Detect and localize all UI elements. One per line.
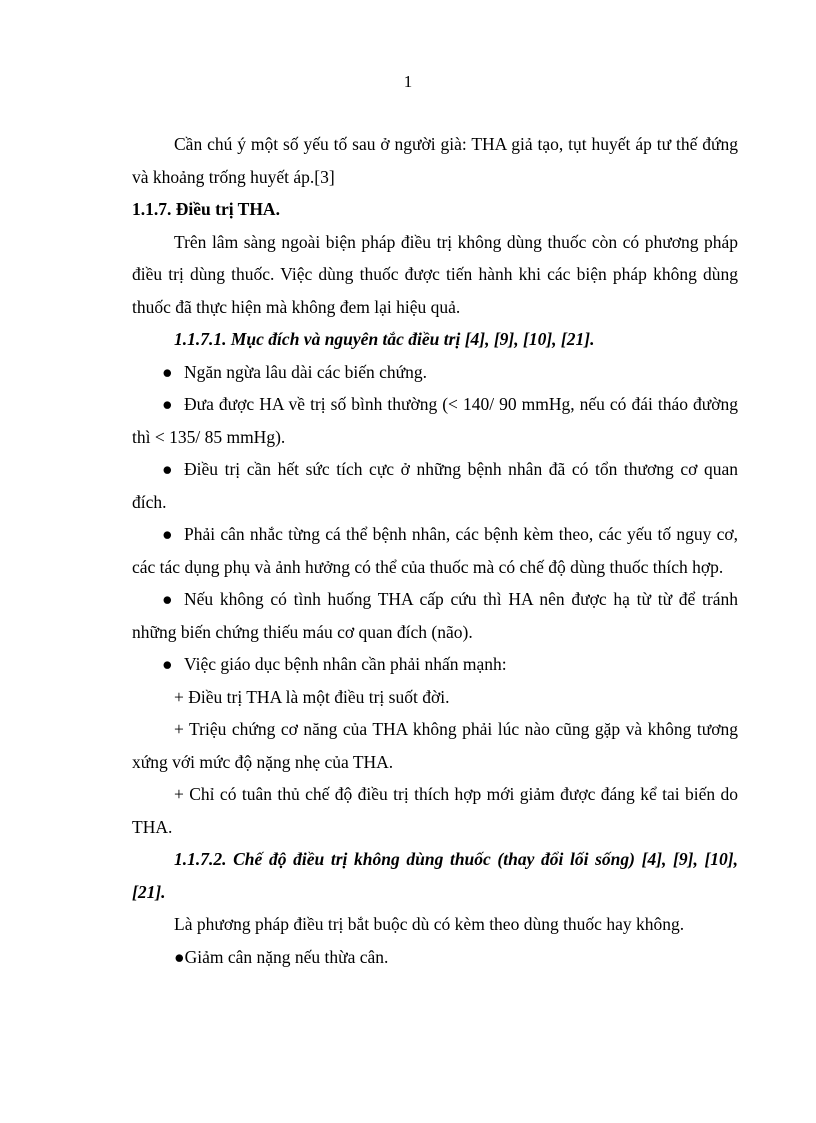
bullet-item-2	[132, 388, 738, 453]
bullet-item-5	[132, 583, 738, 648]
plus-item-2: + Triệu chứng cơ năng của THA không phải lúc nào cũng gặp và không tương xứng với mức độ nặng nhẹ của THA.	[132, 719, 738, 772]
bullet-item-7	[132, 941, 738, 974]
intro-paragraph: Cần chú ý một số yếu tố sau ở người già: THA giả tạo, tụt huyết áp tư thế đứng và khoảng trống huyết áp.[3]	[132, 134, 738, 187]
bullet-icon: ●	[162, 589, 173, 609]
non-drug-intro-paragraph: Là phương pháp điều trị bắt buộc dù có kèm theo dùng thuốc hay không.	[174, 914, 685, 934]
bullet-icon: ●	[162, 459, 173, 479]
bullet-text: Ngăn ngừa lâu dài các biến chứng.	[184, 361, 427, 382]
section-heading-1-1-7-2: 1.1.7.2. Chế độ điều trị không dùng thuốc (thay đổi lối sống) [4], [9], [10], [21].	[132, 849, 738, 902]
bullet-item-6	[132, 648, 738, 681]
bullet-item-4	[132, 518, 738, 583]
bullet-text: Phải cân nhắc từng cá thể bệnh nhân, các bệnh kèm theo, các yếu tố nguy cơ, các tác dụng phụ và ảnh hưởng có thể của thuốc mà có chế độ dùng thuốc thích hợp.	[132, 524, 738, 577]
page-number: 1	[403, 72, 413, 91]
bullet-text: Giảm cân nặng nếu thừa cân.	[184, 946, 389, 967]
bullet-icon: ●	[174, 946, 185, 967]
bullet-text: Việc giáo dục bệnh nhân cần phải nhấn mạnh:	[184, 654, 507, 674]
bullet-text: Điều trị cần hết sức tích cực ở những bệnh nhân đã có tổn thương cơ quan đích.	[132, 459, 738, 512]
bullet-icon: ●	[162, 361, 173, 382]
bullet-item-1	[132, 356, 738, 389]
document-body	[132, 128, 738, 973]
section-heading-1-1-7-1: 1.1.7.1. Mục đích và nguyên tắc điều trị [4], [9], [10], [21].	[174, 329, 595, 349]
section-heading-1-1-7: 1.1.7. Điều trị THA.	[132, 199, 280, 219]
bullet-icon: ●	[162, 524, 173, 544]
bullet-item-3	[132, 453, 738, 518]
plus-item-1: + Điều trị THA là một điều trị suốt đời.	[174, 686, 450, 707]
treatment-intro-paragraph: Trên lâm sàng ngoài biện pháp điều trị không dùng thuốc còn có phương pháp điều trị dùng thuốc. Việc dùng thuốc được tiến hành khi các biện pháp không dùng thuốc đã thực hiện mà không đem lại hiệu quả.	[132, 231, 738, 317]
plus-item-3: + Chỉ có tuân thủ chế độ điều trị thích hợp mới giảm được đáng kể tai biến do THA.	[132, 784, 738, 837]
bullet-icon: ●	[162, 394, 173, 414]
bullet-text: Đưa được HA về trị số bình thường (< 140/ 90 mmHg, nếu có đái tháo đường thì < 135/ 85 mmHg).	[132, 394, 738, 447]
bullet-text: Nếu không có tình huống THA cấp cứu thì HA nên được hạ từ từ để tránh những biến chứng thiếu máu cơ quan đích (não).	[132, 589, 738, 642]
bullet-icon: ●	[162, 654, 173, 674]
